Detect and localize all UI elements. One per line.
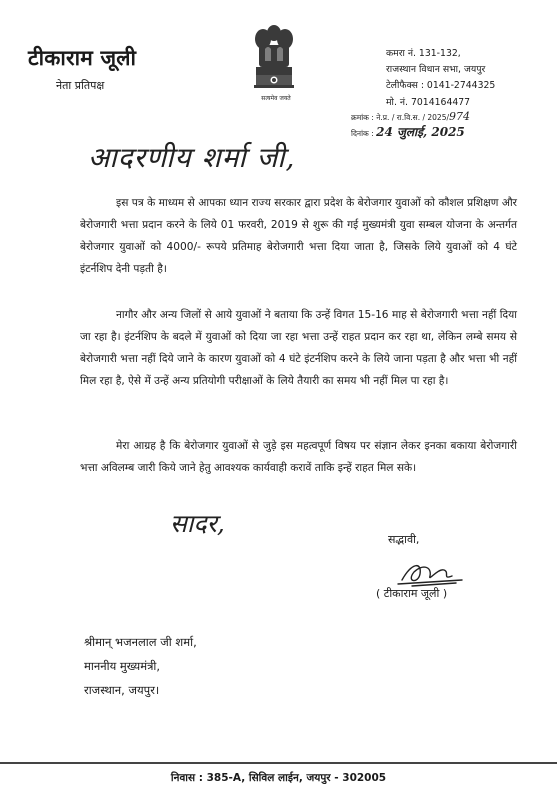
- footer-divider: [0, 762, 557, 764]
- contact-mobile: मो. नं. 7014164477: [386, 96, 471, 108]
- footer-address: निवास : 385-A, सिविल लाईन, जयपुर - 302005: [170, 772, 387, 784]
- regards: सद्भावी,: [388, 533, 420, 546]
- sender-designation: नेता प्रतिपक्ष: [56, 79, 105, 92]
- emblem-motto: सत्यमेव जयते: [261, 95, 291, 102]
- signatory-name: ( टीकाराम जूली ): [376, 587, 448, 600]
- recipient-title: माननीय मुख्यमंत्री,: [84, 659, 161, 673]
- reference-block: [351, 110, 470, 141]
- body-paragraph-2: नागौर और अन्य जिलों से आये युवाओं ने बताया कि उन्हें विगत 15-16 माह से बेरोजगारी भत्ता नहीं दिया जा रहा है। इंटर्नशिप के बदले में युवाओं को दिया जा रहा भत्ता उन्हें राहत प्रदान कर रहा था, लेकिन लम्बे समय से बेरोजगारी भत्ता नहीं दिये जाने के कारण युवाओं को 4 घंटे इंटर्नशिप करने के लिये जाना पड़ता है और भत्ता भी नहीं मिल रहा है, ऐसे में उन्हें अन्य प्रतियोगी परीक्षाओं के लिये तैयारी का समय भी नहीं मिल पा रहा है।: [80, 309, 517, 387]
- contact-assembly: राजस्थान विधान सभा, जयपुर: [386, 64, 486, 76]
- reference-number: 974: [449, 110, 470, 123]
- recipient-place: राजस्थान, जयपुर।: [84, 683, 160, 697]
- body-paragraph-1: इस पत्र के माध्यम से आपका ध्यान राज्य सरकार द्वारा प्रदेश के बेरोजगार युवाओं को कौशल प्रशिक्षण और बेरोजगारी भत्ता प्रदान करने के लिये 01 फरवरी, 2019 से शुरू की गई मुख्यमंत्री युवा सम्बल योजना के अन्तर्गत बेरोजगार युवाओं को 4000/- रूपये प्रतिमाह बेरोजगारी भत्ता दिया जाता है, जिसके लिये युवाओं को 4 घंटे इंटर्नशिप देनी पड़ती है।: [80, 197, 517, 275]
- contact-telefax: टेलीफैक्स : 0141-2744325: [386, 80, 496, 92]
- closing-handwritten: सादर,: [170, 509, 225, 538]
- date-value: 24 जुलाई, 2025: [376, 125, 465, 139]
- salutation: आदरणीय शर्मा जी,: [88, 141, 296, 174]
- recipient-name: श्रीमान् भजनलाल जी शर्मा,: [84, 635, 197, 649]
- date-label: दिनांक :: [351, 129, 374, 138]
- reference-label: क्रमांक : ने.प्र. / रा.वि.स. / 2025/: [351, 113, 449, 122]
- contact-room: कमरा नं. 131-132,: [386, 48, 461, 59]
- body-paragraph-3: मेरा आग्रह है कि बेरोजगार युवाओं से जुड़े इस महत्वपूर्ण विषय पर संज्ञान लेकर इनका बकाया बेरोजगारी भत्ता अविलम्ब जारी किये जाने हेतु आवश्यक कार्यवाही करावें ताकि इन्हें राहत मिल सके।: [80, 440, 517, 474]
- recipient-block: [84, 630, 197, 702]
- contact-block: [386, 46, 495, 111]
- sender-name: टीकाराम जूली: [28, 46, 137, 70]
- national-emblem-icon: [251, 23, 297, 97]
